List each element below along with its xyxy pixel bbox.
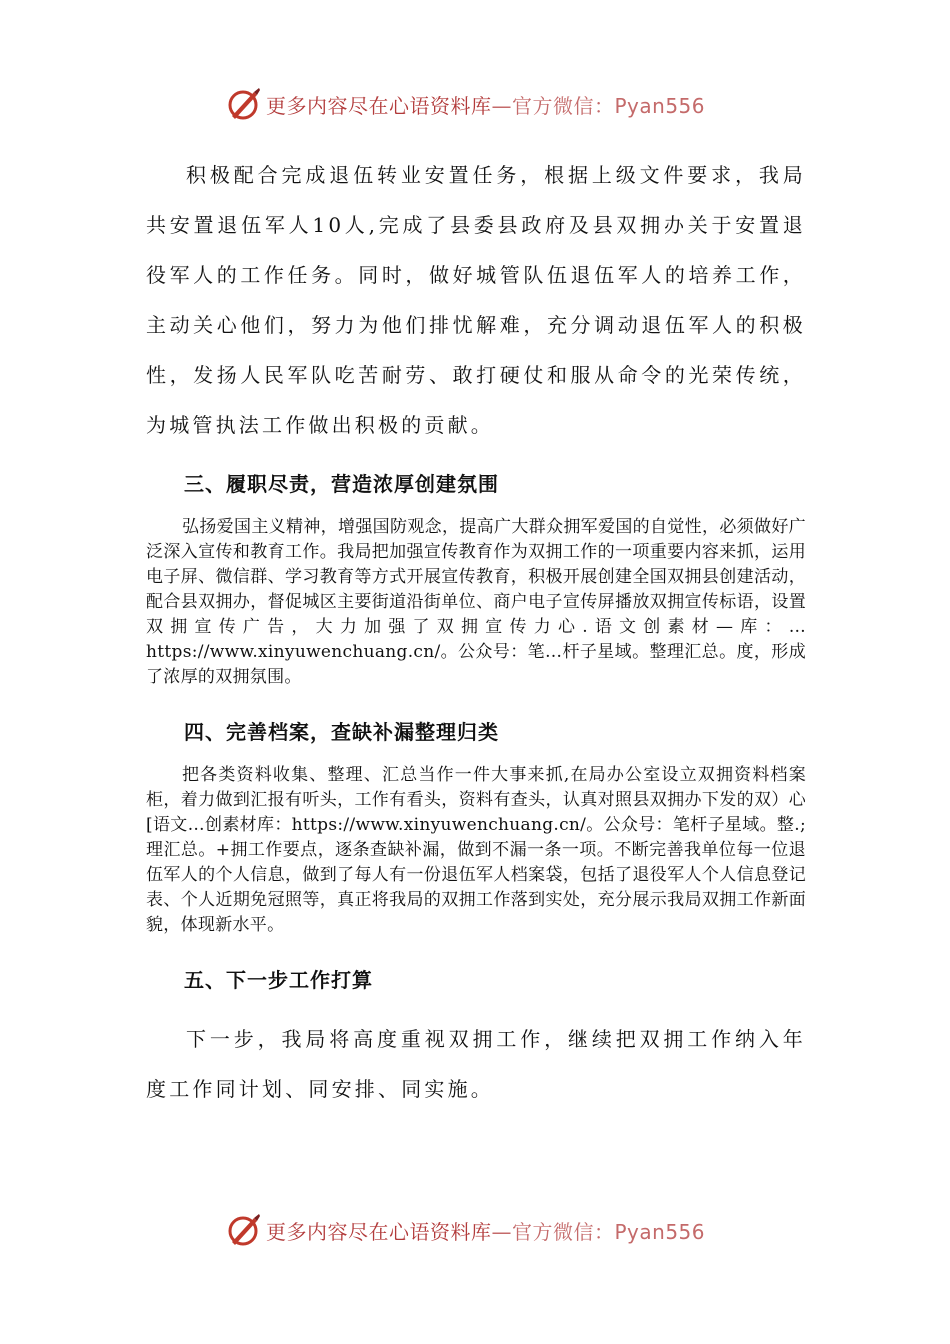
heading-section-4: 四、完善档案，查缺补漏整理归类 [184,720,499,744]
banner-wechat-text: —官方微信：Pyan556 [491,93,706,118]
heading-section-5: 五、下一步工作打算 [184,968,373,992]
heading-section-3: 三、履职尽责，营造浓厚创建氛围 [184,472,499,496]
paragraph-2: 弘扬爱国主义精神，增强国防观念，提高广大群众拥军爱国的自觉性，必须做好广泛深入宣传和教育工作。我局把加强宣传教育作为双拥工作的一项重要内容来抓，运用电子屏、微信群、学习教育等方式开展宣传教育，积极开展创建全国双拥县创建活动，配合县双拥办，督促城区主要街道沿街单位、商户电子宣传屏播放双拥宣传标语，设置双拥宣传广告，大力加强了双拥宣传力心.语文创素材—库：…https://www.xinyuwenchuang.cn/。公众号：笔…杆子星域。整理汇总。度，形成了浓厚的双拥氛围。 [146,517,806,687]
paragraph-1: 积极配合完成退伍转业安置任务，根据上级文件要求，我局共安置退伍军人10人,完成了县委县政府及县双拥办关于安置退役军人的工作任务。同时，做好城管队伍退伍军人的培养工作，主动关心他们，努力为他们排忧解难，充分调动退伍军人的积极性，发扬人民军队吃苦耐劳、敢打硬仗和服从命令的光荣传统，为城管执法工作做出积极的贡献。 [146,163,806,437]
paragraph-4: 下一步，我局将高度重视双拥工作，继续把双拥工作纳入年度工作同计划、同安排、同实施。 [146,1027,806,1101]
banner-wechat-text: —官方微信：Pyan556 [491,1219,706,1244]
banner-main-text: 更多内容尽在心语资料库 [266,1219,492,1244]
pen-circle-logo-icon [226,1212,262,1248]
header-banner [226,84,705,124]
footer-banner [226,1210,705,1250]
banner-main-text: 更多内容尽在心语资料库 [266,93,492,118]
pen-circle-logo-icon [226,86,262,122]
paragraph-3: 把各类资料收集、整理、汇总当作一件大事来抓,在局办公室设立双拥资料档案柜，着力做到汇报有听头，工作有看头，资料有查头，认真对照县双拥办下发的双）心[语文…创素材库：https://www.xinyuwenchuang.cn/。公众号：笔杆子星域。整.;理汇总。+拥工作要点，逐条查缺补漏，做到不漏一条一项。不断完善我单位每一位退伍军人的个人信息，做到了每人有一份退伍军人档案袋，包括了退役军人个人信息登记表、个人近期免冠照等，真正将我局的双拥工作落到实处，充分展示我局双拥工作新面貌，体现新水平。 [146,765,806,935]
